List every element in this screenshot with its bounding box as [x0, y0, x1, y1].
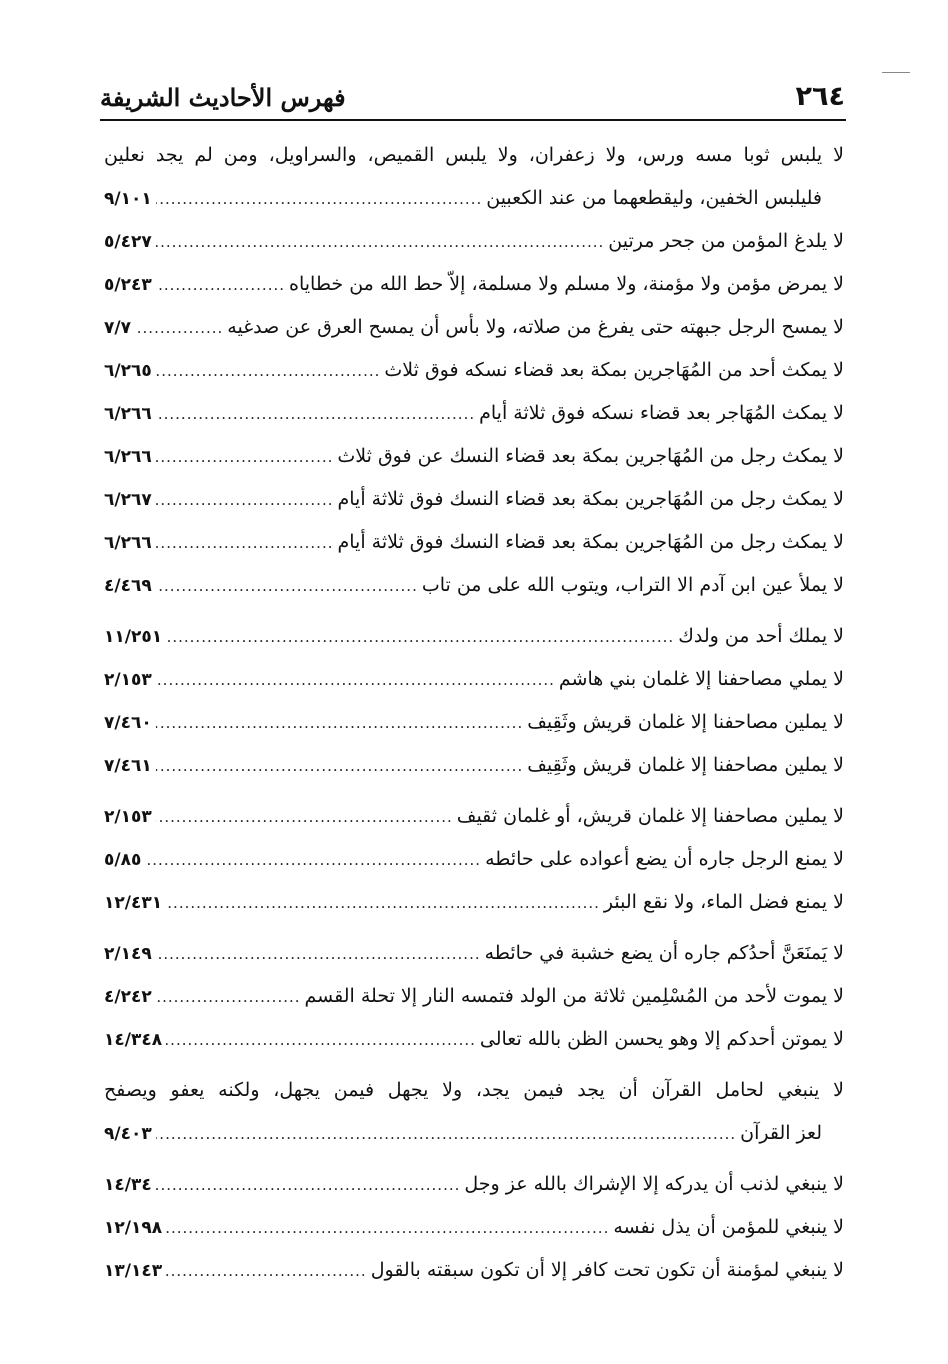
- hadith-entry: [104, 1018, 844, 1061]
- volume-page-ref: ١٣/١٤٣: [104, 1261, 163, 1281]
- entry-line: [104, 975, 844, 1018]
- hadith-text: لا يملي مصاحفنا إلا غلمان بني هاشم: [558, 668, 844, 690]
- margin-mark: [882, 72, 910, 73]
- entry-line: [104, 1112, 844, 1155]
- hadith-text: لا يمكث المُهَاجر بعد قضاء نسكه فوق ثلاثة أيام: [479, 402, 844, 424]
- volume-page-ref: ٧/٧: [104, 318, 131, 338]
- dot-leader: [166, 616, 674, 659]
- entry-line: [104, 564, 844, 607]
- entry-line: [104, 220, 844, 263]
- hadith-entry: [104, 838, 844, 881]
- dot-leader: [156, 350, 381, 393]
- hadith-text: لا يملك أحد من ولدك: [678, 625, 844, 647]
- hadith-text: لا يمنع فضل الماء، ولا نقع البئر: [603, 891, 844, 913]
- hadith-text: لا ينبغي لذنب أن يدركه إلا الإشراك بالله عز وجل: [464, 1173, 844, 1195]
- volume-page-ref: ٦/٢٦٧: [104, 490, 152, 510]
- dot-leader: [156, 1164, 461, 1207]
- hadith-entry: [104, 134, 844, 220]
- hadith-entry: [104, 1163, 844, 1206]
- volume-page-ref: ٢/١٥٣: [104, 670, 152, 690]
- dot-leader: [156, 745, 524, 788]
- hadith-text: لا يموتن أحدكم إلا وهو يحسن الظن بالله تعالى: [479, 1028, 844, 1050]
- volume-page-ref: ١٢/٤٣١: [104, 893, 163, 913]
- dot-leader: [156, 264, 285, 307]
- hadith-text: لا يملأ عين ابن آدم الا التراب، ويتوب الله على من تاب: [421, 574, 844, 596]
- hadith-entry: [104, 220, 844, 263]
- dot-leader: [156, 522, 334, 565]
- hadith-entry: [104, 478, 844, 521]
- volume-page-ref: ٩/٤٠٣: [104, 1124, 152, 1144]
- entry-line: [104, 263, 844, 306]
- hadith-entry: [104, 1206, 844, 1249]
- entry-line: [104, 521, 844, 564]
- hadith-entry: [104, 1249, 844, 1292]
- hadith-entry: [104, 658, 844, 701]
- hadith-text: لا يمرض مؤمن ولا مؤمنة، ولا مسلم ولا مسلمة، إلاّ حط الله من خطاياه: [289, 273, 844, 295]
- entry-line: [104, 1018, 844, 1061]
- dot-leader: [145, 839, 481, 882]
- dot-leader: [135, 307, 223, 350]
- entry-line: [104, 701, 844, 744]
- entry-line: [104, 1163, 844, 1206]
- entry-line: [104, 1069, 844, 1112]
- volume-page-ref: ٥/٨٥: [104, 850, 142, 870]
- entry-line: [104, 932, 844, 975]
- dot-leader: [166, 1250, 367, 1293]
- entry-line: [104, 1249, 844, 1292]
- dot-leader: [166, 1207, 609, 1250]
- dot-leader: [166, 882, 600, 925]
- page-header: [100, 62, 845, 112]
- hadith-text-continued: فليلبس الخفين، وليقطعهما من عند الكعبين: [486, 187, 822, 209]
- dot-leader: [166, 1019, 476, 1062]
- page-title: فهرس الأحاديث الشريفة: [100, 83, 346, 112]
- hadith-text: لا يملين مصاحفنا إلا غلمان قريش وثَقِيف: [527, 711, 844, 733]
- hadith-entry: [104, 564, 844, 607]
- entry-line: [104, 177, 844, 220]
- entry-line: [104, 349, 844, 392]
- dot-leader: [156, 796, 453, 839]
- hadith-text: لا يلدغ المؤمن من جحر مرتين: [608, 230, 844, 252]
- entry-line: [104, 658, 844, 701]
- entry-line: [104, 134, 844, 177]
- hadith-entry: [104, 795, 844, 838]
- hadith-entry: [104, 881, 844, 924]
- dot-leader: [156, 976, 301, 1019]
- entry-line: [104, 838, 844, 881]
- hadith-text: لا ينبغي للمؤمن أن يذل نفسه: [613, 1216, 844, 1238]
- volume-page-ref: ٤/٤٦٩: [104, 576, 152, 596]
- hadith-entry: [104, 306, 844, 349]
- volume-page-ref: ٦/٢٦٦: [104, 533, 152, 553]
- entry-line: [104, 392, 844, 435]
- hadith-text: لا يمكث رجل من المُهَاجرين بمكة بعد قضاء النسك فوق ثلاثة أيام: [337, 488, 844, 510]
- hadith-text: لا يمنع الرجل جاره أن يضع أعواده على حائطه: [485, 848, 844, 870]
- hadith-text-continued: لعز القرآن: [740, 1122, 822, 1144]
- hadith-text: لا يموت لأحد من المُسْلِمين ثلاثة من الولد فتمسه النار إلا تحلة القسم: [304, 985, 844, 1007]
- hadith-entry: [104, 392, 844, 435]
- volume-page-ref: ٥/٤٢٧: [104, 232, 152, 252]
- hadith-text: لا يملين مصاحفنا إلا غلمان قريش، أو غلمان ثقيف: [456, 805, 844, 827]
- entry-line: [104, 881, 844, 924]
- hadith-index-list: [104, 134, 844, 1292]
- dot-leader: [156, 659, 555, 702]
- hadith-entry: [104, 932, 844, 975]
- volume-page-ref: ٢/١٤٩: [104, 944, 152, 964]
- hadith-text: لا يمكث رجل من المُهَاجرين بمكة بعد قضاء النسك عن فوق ثلاث: [337, 445, 844, 467]
- dot-leader: [156, 1113, 736, 1156]
- header-rule: [100, 119, 846, 121]
- entry-line: [104, 478, 844, 521]
- entry-line: [104, 306, 844, 349]
- dot-leader: [156, 565, 418, 608]
- hadith-text: لا يلبس ثوبا مسه ورس، ولا زعفران، ولا يلبس القميص، والسراويل، ومن لم يجد نعلين: [104, 144, 844, 166]
- volume-page-ref: ٦/٢٦٦: [104, 404, 152, 424]
- dot-leader: [156, 178, 483, 221]
- entry-line: [104, 1206, 844, 1249]
- volume-page-ref: ١١/٢٥١: [104, 627, 163, 647]
- entry-line: [104, 744, 844, 787]
- page-number: ٢٦٤: [795, 81, 845, 112]
- dot-leader: [156, 479, 334, 522]
- hadith-text: لا يَمنَعَنَّ أحدُكم جاره أن يضع خشبة في حائطه: [484, 942, 844, 964]
- dot-leader: [156, 393, 475, 436]
- hadith-text: لا يمكث أحد من المُهَاجرين بمكة بعد قضاء نسكه فوق ثلاث: [384, 359, 844, 381]
- volume-page-ref: ١٤/٣٤٨: [104, 1030, 163, 1050]
- dot-leader: [156, 436, 334, 479]
- hadith-text: لا يمكث رجل من المُهَاجرين بمكة بعد قضاء النسك فوق ثلاثة أيام: [337, 531, 844, 553]
- volume-page-ref: ٧/٤٦٠: [104, 713, 152, 733]
- dot-leader: [156, 702, 524, 745]
- hadith-entry: [104, 975, 844, 1018]
- entry-line: [104, 795, 844, 838]
- entry-line: [104, 435, 844, 478]
- volume-page-ref: ٤/٢٤٢: [104, 987, 152, 1007]
- volume-page-ref: ٧/٤٦١: [104, 756, 152, 776]
- hadith-text: لا يمسح الرجل جبهته حتى يفرغ من صلاته، ولا بأس أن يمسح العرق عن صدغيه: [227, 316, 844, 338]
- volume-page-ref: ٩/١٠١: [104, 189, 152, 209]
- volume-page-ref: ١٢/١٩٨: [104, 1218, 163, 1238]
- volume-page-ref: ٥/٢٤٣: [104, 275, 152, 295]
- hadith-text: لا ينبغي لحامل القرآن أن يجد فيمن يجد، ولا يجهل فيمن يجهل، ولكنه يعفو ويصفح: [104, 1079, 844, 1101]
- hadith-entry: [104, 263, 844, 306]
- hadith-entry: [104, 701, 844, 744]
- dot-leader: [156, 221, 605, 264]
- volume-page-ref: ٦/٢٦٥: [104, 361, 152, 381]
- volume-page-ref: ٦/٢٦٦: [104, 447, 152, 467]
- volume-page-ref: ٢/١٥٣: [104, 807, 152, 827]
- entry-line: [104, 615, 844, 658]
- hadith-entry: [104, 1069, 844, 1155]
- hadith-entry: [104, 521, 844, 564]
- hadith-entry: [104, 744, 844, 787]
- hadith-entry: [104, 435, 844, 478]
- hadith-text: لا يملين مصاحفنا إلا غلمان قريش وثَقِيف: [527, 754, 844, 776]
- hadith-entry: [104, 349, 844, 392]
- volume-page-ref: ١٤/٣٤: [104, 1175, 152, 1195]
- hadith-text: لا ينبغي لمؤمنة أن تكون تحت كافر إلا أن تكون سبقته بالقول: [370, 1259, 844, 1281]
- hadith-entry: [104, 615, 844, 658]
- dot-leader: [156, 933, 481, 976]
